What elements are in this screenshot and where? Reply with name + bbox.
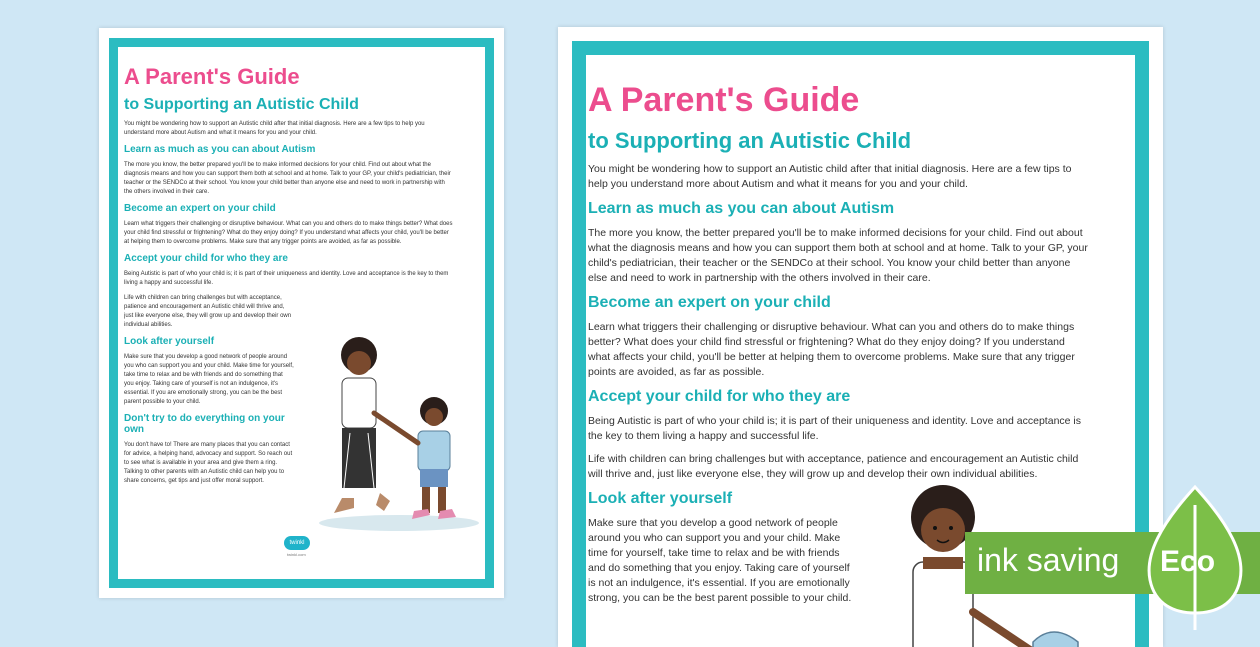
- eco-label: Eco: [1160, 545, 1216, 578]
- section-text: Make sure that you develop a good network of people around you who can support you and your child. Make time for yourself, take time to relax and be with friends and do something that you enjoy. Taking care of yourself is not an indulgence, it's essential. If you are emotionally strong, you can be the best parent possible to your child.: [588, 517, 852, 604]
- footer-url: twinkl.com: [287, 552, 306, 557]
- ink-saving-label: ink saving: [977, 542, 1120, 578]
- guide-preview-small: [99, 28, 504, 598]
- section-text: Life with children can bring challenges but with acceptance, patience and encouragement an Autistic child will thrive and, just like everyone else, they will grow up and develop their own individual abilities.: [588, 453, 1079, 480]
- logo-text: twinkl: [289, 540, 305, 546]
- guide-subtitle: to Supporting an Autistic Child: [124, 96, 359, 113]
- section-heading: Don't try to do everything on your own: [124, 413, 285, 435]
- section-heading: Become an expert on your child: [124, 203, 276, 214]
- ink-saving-eco-badge: [965, 485, 1260, 630]
- guide-title: A Parent's Guide: [588, 81, 860, 119]
- section-text: Make sure that you develop a good network of people around you who can support you and your child. Make time for yourself, take time to relax and be with friends and do something that you enjoy. Taking care of yourself is not an indulgence, it's essential. If you are emotionally strong, you can be the best parent possible to your child.: [124, 354, 294, 405]
- guide-title: A Parent's Guide: [124, 64, 300, 89]
- parent-child-illustration: [314, 333, 484, 533]
- section-heading: Accept your child for who they are: [124, 253, 288, 264]
- section-heading: Accept your child for who they are: [588, 388, 851, 405]
- section-heading: Look after yourself: [588, 490, 733, 507]
- section-heading: Become an expert on your child: [588, 294, 831, 311]
- section-text: Learn what triggers their challenging or disruptive behaviour. What can you and others do to make things better? What does your child find stressful or frightening? What do they enjoy doing? If you understand what affects your child, you'll be better at helping them to overcome problems. Make sure that any trigger points are avoided, as far as possible.: [124, 221, 453, 245]
- section-text: The more you know, the better prepared you'll be to make informed decisions for your child. Find out about what the diagnosis means and how you can support them both at school and at home. Talk to your GP, your child's pediatrician, their teacher or the SENDCo at their school. You know your child better than anyone else and need to work in partnership with the others involved in their care.: [124, 162, 451, 195]
- intro-text: You might be wondering how to support an Autistic child after that initial diagnosis. Here are a few tips to help you understand more about Autism and what it means for you and your child.: [588, 163, 1072, 190]
- intro-text: You might be wondering how to support an Autistic child after that initial diagnosis. Here are a few tips to help you understand more about Autism and what it means for you and your child.: [124, 121, 425, 136]
- section-text: Being Autistic is part of who your child is; it is part of their uniqueness and identity. Love and acceptance is the key to them living a happy and successful life.: [124, 271, 449, 286]
- guide-subtitle: to Supporting an Autistic Child: [588, 128, 912, 153]
- section-heading: Learn as much as you can about Autism: [124, 144, 316, 155]
- section-text: You don't have to! There are many places that you can contact for advice, a helping hand, advocacy and support. So reach out to see what is available in your area and give them a ring. Talking to other parents with an Autistic child can help you to share concerns, get tips and just offer moral support.: [124, 442, 293, 484]
- twinkl-logo: [284, 536, 310, 550]
- section-text: The more you know, the better prepared you'll be to make informed decisions for your child. Find out about what the diagnosis means and how you can support them both at school and at home. Talk to your GP, your child's pediatrician, their teacher or the SENDCo at their school. You know your child better than anyone else and need to work in partnership with the others involved in their care.: [588, 227, 1088, 284]
- section-text: Life with children can bring challenges but with acceptance, patience and encouragement an Autistic child will thrive and, just like everyone else, they will grow up and develop their own individual abilities.: [124, 295, 292, 328]
- section-heading: Look after yourself: [124, 336, 215, 347]
- section-text: Being Autistic is part of who your child is; it is part of their uniqueness and identity. Love and acceptance is the key to them living a happy and successful life.: [588, 415, 1081, 442]
- section-text: Learn what triggers their challenging or disruptive behaviour. What can you and others do to make things better? What does your child find stressful or frightening? What do they enjoy doing? If you understand what affects your child, you'll be better at helping them to overcome problems. Make sure that any trigger points are avoided, as far as possible.: [588, 321, 1075, 378]
- section-heading: Learn as much as you can about Autism: [588, 200, 895, 217]
